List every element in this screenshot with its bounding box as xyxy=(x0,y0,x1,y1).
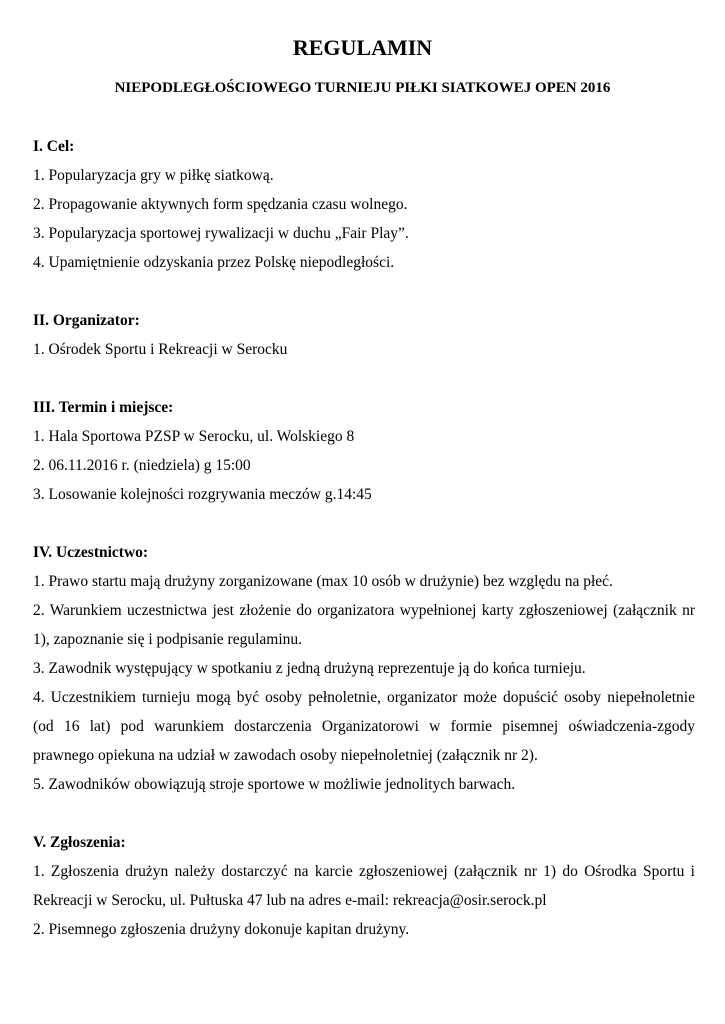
section-termin-i-miejsce xyxy=(33,393,695,509)
list-item: 2. 06.11.2016 r. (niedziela) g 15:00 xyxy=(33,457,251,474)
section-heading: II. Organizator: xyxy=(33,312,140,329)
section-heading: IV. Uczestnictwo: xyxy=(33,544,149,561)
list-item: 1. Hala Sportowa PZSP w Serocku, ul. Wolskiego 8 xyxy=(33,428,355,445)
document-title: REGULAMIN xyxy=(292,35,433,60)
list-item: 1. Ośrodek Sportu i Rekreacji w Serocku xyxy=(33,341,288,358)
document-subtitle: NIEPODLEGŁOŚCIOWEGO TURNIEJU PIŁKI SIATKOWEJ OPEN 2016 xyxy=(114,80,611,96)
list-item: 2. Warunkiem uczestnictwa jest złożenie do organizatora wypełnionej karty zgłoszeniowej (załącznik nr 1), zapoznanie się i podpisanie regulaminu. xyxy=(33,602,695,648)
list-item: 4. Uczestnikiem turnieju mogą być osoby pełnoletnie, organizator może dopuścić osoby niepełnoletnie (od 16 lat) pod warunkiem dostarczenia Organizatorowi w formie pisemnej oświadczenia-zgody prawnego opiekuna na udział w zawodach osoby niepełnoletniej (załącznik nr 2). xyxy=(33,689,695,764)
section-heading: III. Termin i miejsce: xyxy=(33,399,174,416)
list-item: 1. Popularyzacja gry w piłkę siatkową. xyxy=(33,167,274,184)
list-item: 2. Propagowanie aktywnych form spędzania czasu wolnego. xyxy=(33,196,408,213)
section-heading: I. Cel: xyxy=(33,138,75,155)
list-item: 1. Zgłoszenia drużyn należy dostarczyć na karcie zgłoszeniowej (załącznik nr 1) do Ośrodka Sportu i Rekreacji w Serocku, ul. Pułtuska 47 lub na adres e-mail: rekreacja@osir.serock.pl xyxy=(33,863,695,909)
list-item: 2. Pisemnego zgłoszenia drużyny dokonuje kapitan drużyny. xyxy=(33,921,410,938)
list-item: 3. Losowanie kolejności rozgrywania meczów g.14:45 xyxy=(33,486,372,503)
list-item: 4. Upamiętnienie odzyskania przez Polskę niepodległości. xyxy=(33,254,395,271)
list-item: 1. Prawo startu mają drużyny zorganizowane (max 10 osób w drużynie) bez względu na płeć. xyxy=(33,573,613,590)
list-item: 5. Zawodników obowiązują stroje sportowe w możliwie jednolitych barwach. xyxy=(33,776,516,793)
list-item: 3. Popularyzacja sportowej rywalizacji w duchu „Fair Play”. xyxy=(33,225,409,242)
list-item: 3. Zawodnik występujący w spotkaniu z jedną drużyną reprezentuje ją do końca turnieju. xyxy=(33,660,586,677)
section-uczestnictwo xyxy=(33,538,695,799)
section-cel xyxy=(33,132,695,277)
document-body xyxy=(33,132,695,944)
section-organizator xyxy=(33,306,695,364)
section-heading: V. Zgłoszenia: xyxy=(33,834,126,851)
section-zgloszenia xyxy=(33,828,695,944)
